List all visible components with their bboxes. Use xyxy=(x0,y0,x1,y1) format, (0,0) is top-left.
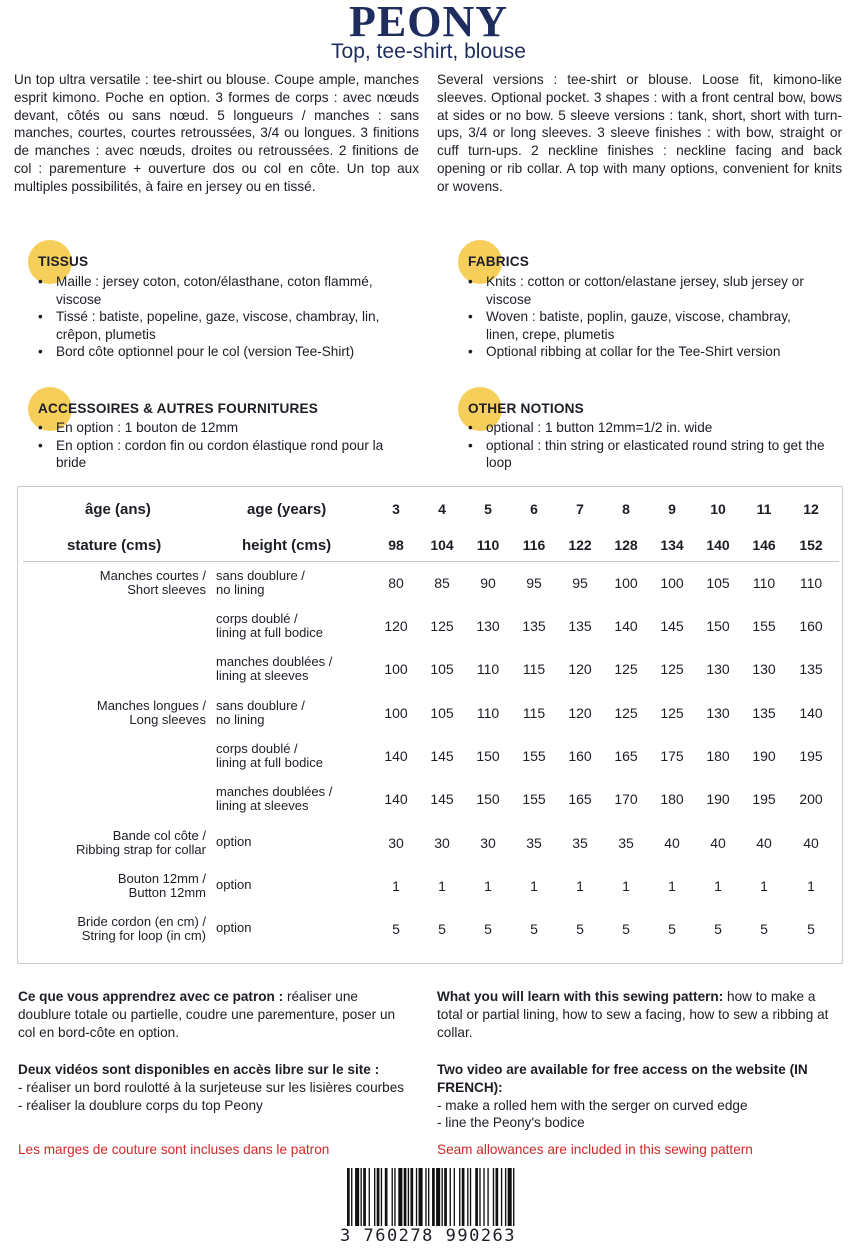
row-sub-label: manches doublées / xyxy=(216,784,333,799)
row-group-label: Ribbing strap for collar xyxy=(75,842,206,857)
table-cell: 30 xyxy=(388,835,404,851)
intro-en: Several versions : tee-shirt or blouse. Loose fit, kimono-like sleeves. Optional pocket. 3 shapes : with a front central bow, bows at sides or no bow. 5 sleeve versions : tank, short, short with turn-ups, 3/4 or long sleeves. 3 sleeve finishes : with bow, straight or cuff turn-ups. 2 neckline finishes : neckline facing and back opening or rib collar. A top with many options, convenient for knits or wovens. xyxy=(437,72,842,194)
table-cell: 155 xyxy=(752,618,776,634)
barcode-bar xyxy=(408,1168,409,1230)
barcode-bar xyxy=(374,1168,375,1230)
barcode-bar xyxy=(381,1168,382,1230)
table-cell: 100 xyxy=(384,705,408,721)
barcode-bar xyxy=(394,1168,395,1230)
barcode-bar xyxy=(363,1168,366,1230)
list-item: • optional : thin string or elasticated round string to get the loop xyxy=(460,437,830,472)
table-cell: 135 xyxy=(522,618,546,634)
barcode-bar xyxy=(361,1168,362,1230)
row-sub-label: corps doublé / xyxy=(216,741,298,756)
table-cell: 110 xyxy=(799,575,823,591)
videos-fr xyxy=(18,1061,413,1114)
fabrics-en-heading: FABRICS xyxy=(468,254,530,269)
table-cell: 30 xyxy=(434,835,450,851)
barcode-bar xyxy=(410,1168,413,1230)
notions-en-heading: OTHER NOTIONS xyxy=(468,401,584,416)
table-cell: 155 xyxy=(522,748,546,764)
table-cell: 110 xyxy=(476,705,500,721)
table-cell: 1 xyxy=(668,878,676,894)
table-cell: 110 xyxy=(752,575,776,591)
fabrics-fr-heading: TISSUS xyxy=(38,254,89,269)
row-group-label: Button 12mm xyxy=(128,885,206,900)
barcode-bar xyxy=(496,1168,499,1230)
age-column-header: 8 xyxy=(622,501,630,517)
list-item: - réaliser un bord roulotté à la surjeteuse sur les lisières courbes xyxy=(18,1079,405,1095)
table-cell: 40 xyxy=(710,835,726,851)
table-cell: 5 xyxy=(714,921,722,937)
row-sub-label: no lining xyxy=(216,712,265,727)
table-cell: 140 xyxy=(384,791,408,807)
table-cell: 130 xyxy=(476,618,500,634)
row-group-label: Bouton 12mm / xyxy=(117,871,206,886)
barcode-bar xyxy=(475,1168,478,1230)
height-column-header: 140 xyxy=(706,537,730,553)
table-cell: 120 xyxy=(568,661,592,677)
table-cell: 145 xyxy=(660,618,684,634)
age-column-header: 6 xyxy=(530,501,538,517)
row-sub-label: corps doublé / xyxy=(216,611,298,626)
barcode-bar xyxy=(479,1168,480,1230)
barcode-bar xyxy=(459,1168,460,1230)
table-cell: 140 xyxy=(384,748,408,764)
row-sub-label: no lining xyxy=(216,582,265,597)
table-cell: 5 xyxy=(530,921,538,937)
table-cell: 115 xyxy=(522,661,546,677)
table-cell: 1 xyxy=(714,878,722,894)
list-item: • En option : 1 bouton de 12mm xyxy=(30,419,410,437)
height-column-header: 110 xyxy=(476,537,500,553)
table-cell: 105 xyxy=(430,705,454,721)
videos-en-heading: Two video are available for free access on the website (IN FRENCH): xyxy=(437,1062,808,1095)
barcode-bar xyxy=(462,1168,465,1230)
table-cell: 130 xyxy=(706,661,730,677)
table-cell: 5 xyxy=(438,921,446,937)
row-group-label: Manches courtes / xyxy=(99,568,206,583)
table-cell: 120 xyxy=(384,618,408,634)
list-item: - make a rolled hem with the serger on curved edge xyxy=(437,1097,748,1113)
table-cell: 175 xyxy=(660,748,684,764)
barcode xyxy=(345,1168,563,1230)
barcode-bar xyxy=(467,1168,468,1230)
table-cell: 120 xyxy=(568,705,592,721)
row-sub-label: lining at full bodice xyxy=(216,625,323,640)
table-cell: 125 xyxy=(660,661,684,677)
barcode-bar xyxy=(442,1168,443,1230)
table-cell: 160 xyxy=(568,748,592,764)
table-cell: 1 xyxy=(392,878,400,894)
notions-fr-heading: ACCESSOIRES & AUTRES FOURNITURES xyxy=(38,401,319,416)
height-column-header: 146 xyxy=(752,537,776,553)
barcode-bar xyxy=(444,1168,447,1230)
table-cell: 135 xyxy=(799,661,823,677)
table-cell: 135 xyxy=(568,618,592,634)
barcode-bar xyxy=(501,1168,502,1230)
table-cell: 125 xyxy=(614,661,638,677)
row-sub-label: option xyxy=(216,877,252,892)
table-cell: 195 xyxy=(799,748,823,764)
learn-en-text: how to make a total or partial lining, how to sew a facing, how to sew a ribbing at collar. xyxy=(437,989,829,1040)
learn-fr-bold: Ce que vous apprendrez avec ce patron : xyxy=(18,989,284,1004)
table-cell: 130 xyxy=(752,661,776,677)
table-cell: 180 xyxy=(706,748,730,764)
barcode-bar xyxy=(428,1168,429,1230)
page-subtitle: Top, tee-shirt, blouse xyxy=(331,40,526,63)
seam-note-fr: Les marges de couture sont incluses dans le patron xyxy=(18,1142,330,1157)
table-cell: 145 xyxy=(430,748,454,764)
list-item: • Maille : jersey coton, coton/élasthane, coton flammé, viscose xyxy=(30,273,390,308)
table-cell: 40 xyxy=(803,835,819,851)
table-cell: 160 xyxy=(799,618,823,634)
barcode-bar xyxy=(513,1168,514,1230)
size-table xyxy=(17,486,843,964)
table-cell: 200 xyxy=(799,791,823,807)
table-cell: 135 xyxy=(752,705,776,721)
table-cell: 190 xyxy=(706,791,730,807)
height-en-header: height (cms) xyxy=(242,537,332,554)
height-column-header: 122 xyxy=(568,537,592,553)
table-cell: 130 xyxy=(706,705,730,721)
table-cell: 100 xyxy=(660,575,684,591)
height-column-header: 152 xyxy=(799,537,823,553)
table-cell: 150 xyxy=(476,748,500,764)
barcode-bar xyxy=(351,1168,352,1230)
row-group-label: Bride cordon (en cm) / xyxy=(77,914,206,929)
row-sub-label: manches doublées / xyxy=(216,654,333,669)
row-sub-label: lining at sleeves xyxy=(216,798,309,813)
page-title: PEONY xyxy=(349,0,508,46)
learn-en xyxy=(437,988,837,1041)
list-item: - réaliser la doublure corps du top Peony xyxy=(18,1097,263,1113)
height-column-header: 98 xyxy=(388,537,404,553)
table-cell: 180 xyxy=(660,791,684,807)
row-sub-label: sans doublure / xyxy=(216,568,305,583)
seam-note-en: Seam allowances are included in this sewing pattern xyxy=(437,1142,753,1157)
barcode-bar xyxy=(487,1168,488,1230)
table-cell: 1 xyxy=(760,878,768,894)
row-group-label: String for loop (in cm) xyxy=(81,928,206,943)
barcode-bar xyxy=(436,1168,440,1230)
barcode-bar xyxy=(432,1168,435,1230)
table-cell: 5 xyxy=(807,921,815,937)
table-cell: 5 xyxy=(576,921,584,937)
barcode-bar xyxy=(425,1168,426,1230)
table-cell: 145 xyxy=(430,791,454,807)
table-cell: 95 xyxy=(572,575,588,591)
intro-fr: Un top ultra versatile : tee-shirt ou blouse. Coupe ample, manches esprit kimono. Poche en option. 3 formes de corps : avec nœuds devant, côtés ou sans nœud. 5 longueurs / manches : sans manches, courtes, courtes retroussées, 3/4 ou longues. 3 finitions de manches : avec nœuds, droites ou retroussées. 2 finitions de col : parementure + ouverture dos ou col en côte. Un top aux multiples possibilités, à faire en jersey ou en tissé. xyxy=(14,72,419,194)
barcode-bar xyxy=(483,1168,484,1230)
table-cell: 5 xyxy=(392,921,400,937)
table-divider xyxy=(23,561,839,562)
table-cell: 165 xyxy=(568,791,592,807)
height-column-header: 104 xyxy=(430,537,454,553)
row-group-label: Short sleeves xyxy=(127,582,206,597)
row-sub-label: lining at full bodice xyxy=(216,755,323,770)
table-cell: 150 xyxy=(706,618,730,634)
age-column-header: 5 xyxy=(484,501,492,517)
table-cell: 100 xyxy=(384,661,408,677)
age-column-header: 11 xyxy=(756,501,772,517)
age-column-header: 9 xyxy=(668,501,676,517)
table-cell: 110 xyxy=(476,661,500,677)
barcode-bar xyxy=(355,1168,359,1230)
height-column-header: 128 xyxy=(614,537,638,553)
row-group-label: Long sleeves xyxy=(129,712,206,727)
barcode-bar xyxy=(470,1168,471,1230)
barcode-bar xyxy=(385,1168,388,1230)
age-fr-header: âge (ans) xyxy=(85,501,151,518)
table-cell: 155 xyxy=(522,791,546,807)
row-sub-label: lining at sleeves xyxy=(216,668,309,683)
barcode-bar xyxy=(508,1168,512,1230)
table-cell: 35 xyxy=(618,835,634,851)
table-cell: 40 xyxy=(664,835,680,851)
barcode-bar xyxy=(454,1168,455,1230)
height-fr-header: stature (cms) xyxy=(67,537,162,554)
table-cell: 5 xyxy=(760,921,768,937)
table-cell: 125 xyxy=(614,705,638,721)
age-column-header: 4 xyxy=(438,501,446,517)
table-cell: 195 xyxy=(752,791,776,807)
learn-fr-text: réaliser une doublure totale ou partielle, coudre une parementure, poser un col en bord-côte en option. xyxy=(18,989,396,1040)
height-column-header: 116 xyxy=(522,537,546,553)
list-item: • Woven : batiste, poplin, gauze, viscose, chambray, linen, crepe, plumetis xyxy=(460,308,815,343)
list-item: • En option : cordon fin ou cordon élastique rond pour la bride xyxy=(30,437,410,472)
barcode-bar xyxy=(404,1168,407,1230)
barcode-bar xyxy=(493,1168,494,1230)
age-column-header: 10 xyxy=(710,501,726,517)
table-cell: 100 xyxy=(614,575,638,591)
age-column-header: 12 xyxy=(803,501,819,517)
row-group-label: Bande col côte / xyxy=(112,828,206,843)
table-cell: 90 xyxy=(480,575,496,591)
row-sub-label: option xyxy=(216,920,252,935)
table-cell: 5 xyxy=(484,921,492,937)
table-cell: 190 xyxy=(752,748,776,764)
table-cell: 5 xyxy=(622,921,630,937)
list-item: • Optional ribbing at collar for the Tee-Shirt version xyxy=(460,343,815,361)
age-en-header: age (years) xyxy=(247,501,327,518)
table-cell: 150 xyxy=(476,791,500,807)
barcode-bar xyxy=(450,1168,451,1230)
table-cell: 1 xyxy=(438,878,446,894)
barcode-bar xyxy=(398,1168,402,1230)
learn-fr xyxy=(18,988,413,1041)
list-item: - line the Peony's bodice xyxy=(437,1115,585,1131)
table-cell: 1 xyxy=(622,878,630,894)
table-cell: 30 xyxy=(480,835,496,851)
table-cell: 105 xyxy=(430,661,454,677)
table-cell: 165 xyxy=(614,748,638,764)
videos-en xyxy=(437,1061,837,1132)
barcode-bar xyxy=(505,1168,506,1230)
list-item: • Bord côte optionnel pour le col (version Tee-Shirt) xyxy=(30,343,390,361)
table-cell: 35 xyxy=(526,835,542,851)
barcode-bar xyxy=(369,1168,370,1230)
table-cell: 85 xyxy=(434,575,450,591)
table-cell: 1 xyxy=(576,878,584,894)
row-group-label: Manches longues / xyxy=(96,698,206,713)
table-cell: 1 xyxy=(484,878,492,894)
learn-en-bold: What you will learn with this sewing pattern: xyxy=(437,989,724,1004)
barcode-bar xyxy=(392,1168,393,1230)
table-cell: 95 xyxy=(526,575,542,591)
barcode-number: 3 760278 990263 xyxy=(340,1226,517,1246)
row-sub-label: option xyxy=(216,834,252,849)
barcode-bar xyxy=(377,1168,380,1230)
age-column-header: 3 xyxy=(392,501,400,517)
age-column-header: 7 xyxy=(576,501,584,517)
table-cell: 125 xyxy=(660,705,684,721)
barcode-bar xyxy=(416,1168,417,1230)
barcode-bar xyxy=(419,1168,423,1230)
list-item: • Tissé : batiste, popeline, gaze, viscose, chambray, lin, crêpon, plumetis xyxy=(30,308,390,343)
list-item: • optional : 1 button 12mm=1/2 in. wide xyxy=(460,419,830,437)
videos-fr-heading: Deux vidéos sont disponibles en accès libre sur le site : xyxy=(18,1062,380,1077)
table-cell: 1 xyxy=(807,878,815,894)
table-cell: 80 xyxy=(388,575,404,591)
table-cell: 105 xyxy=(706,575,730,591)
table-cell: 140 xyxy=(614,618,638,634)
barcode-bar xyxy=(347,1168,350,1230)
table-cell: 5 xyxy=(668,921,676,937)
table-cell: 140 xyxy=(799,705,823,721)
table-cell: 1 xyxy=(530,878,538,894)
height-column-header: 134 xyxy=(660,537,684,553)
row-sub-label: sans doublure / xyxy=(216,698,305,713)
table-cell: 35 xyxy=(572,835,588,851)
list-item: • Knits : cotton or cotton/elastane jersey, slub jersey or viscose xyxy=(460,273,815,308)
table-cell: 40 xyxy=(756,835,772,851)
table-cell: 170 xyxy=(614,791,638,807)
table-cell: 115 xyxy=(522,705,546,721)
table-cell: 125 xyxy=(430,618,454,634)
